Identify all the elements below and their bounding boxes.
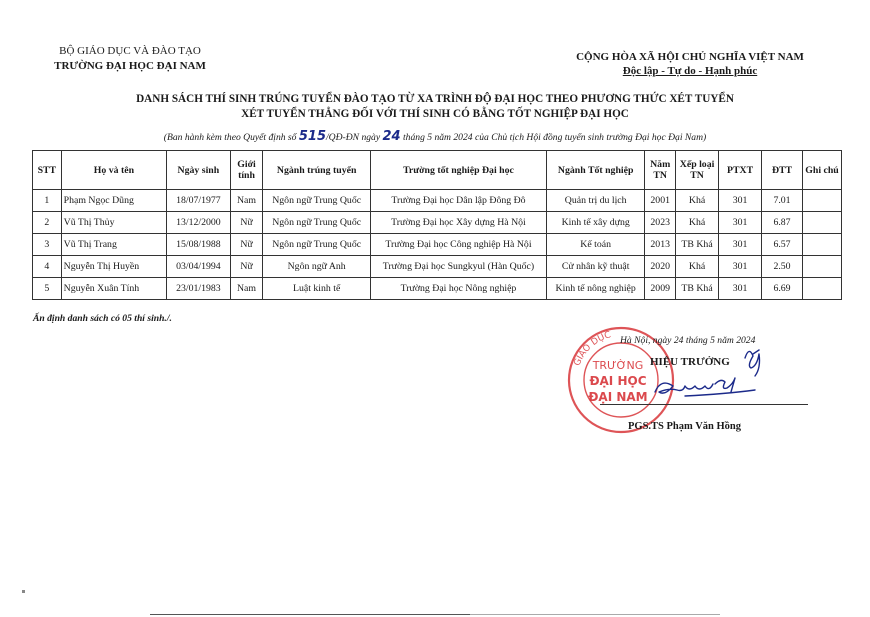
place-date: Hà Nội, ngày 24 tháng 5 năm 2024 [620,335,756,346]
table-cell [803,278,842,300]
table-cell: 2.50 [762,256,803,278]
table-cell: 13/12/2000 [167,212,230,234]
table-cell: Nguyễn Thị Huyền [61,256,166,278]
table-header-row [33,151,842,190]
column-header: Trường tốt nghiệp Đại học [370,151,546,190]
decision-day: 24 [382,129,401,144]
column-header: Ngành trúng tuyển [263,151,371,190]
table-cell [803,256,842,278]
table-cell: Nam [230,190,263,212]
page-edge-line-faint [470,614,720,615]
admission-table [32,150,842,300]
page-edge-line [150,614,470,615]
table-cell: 03/04/1994 [167,256,230,278]
subtitle-part3: tháng 5 năm 2024 của Chủ tịch Hội đồng tuyển sinh trường Đại học Đại Nam) [400,132,707,143]
table-cell: Kinh tế xây dựng [547,212,645,234]
table-cell: Cử nhân kỹ thuật [547,256,645,278]
document-title-line2: XÉT TUYỂN THẲNG ĐỐI VỚI THÍ SINH CÓ BẰNG TỐT NGHIỆP ĐẠI HỌC [241,108,629,120]
table-cell: 4 [33,256,62,278]
header-left [30,44,230,74]
table-cell: 2009 [645,278,676,300]
table-cell: Vũ Thị Trang [61,234,166,256]
signer-name: PGS.TS Phạm Văn Hồng [628,421,742,432]
column-header: Ghi chú [803,151,842,190]
table-cell: Ngôn ngữ Trung Quốc [263,190,371,212]
table-cell: Khá [676,256,719,278]
table-cell: Trường Đại học Dân lập Đông Đô [370,190,546,212]
table-cell: 18/07/1977 [167,190,230,212]
table-cell: Kế toán [547,234,645,256]
table-cell: 2023 [645,212,676,234]
table-cell: Khá [676,212,719,234]
table-cell [803,212,842,234]
table-cell [803,234,842,256]
table-cell: 7.01 [762,190,803,212]
table-cell: 5 [33,278,62,300]
table-cell: 301 [719,256,762,278]
table-cell: Trường Đại học Công nghiệp Hà Nội [370,234,546,256]
table-cell: 301 [719,212,762,234]
table-cell: Nữ [230,234,263,256]
table-cell: Kinh tế nông nghiệp [547,278,645,300]
svg-text:ĐẠI HỌC: ĐẠI HỌC [589,374,647,388]
handwritten-signature [645,340,820,410]
column-header: Năm TN [645,151,676,190]
table-cell: 301 [719,278,762,300]
table-cell: Trường Đại học Sungkyul (Hàn Quốc) [370,256,546,278]
table-cell: Nữ [230,256,263,278]
subtitle-part1: (Ban hành kèm theo Quyết định số [163,132,299,143]
table-cell: 301 [719,190,762,212]
table-cell: Nữ [230,212,263,234]
table-cell: 301 [719,234,762,256]
table-cell: 2 [33,212,62,234]
table-cell: 3 [33,234,62,256]
table-cell [803,190,842,212]
table-cell: Trường Đại học Xây dựng Hà Nội [370,212,546,234]
svg-text:GIÁO DỤC: GIÁO DỤC [572,330,613,368]
decision-reference [0,129,870,144]
table-cell: 15/08/1988 [167,234,230,256]
column-header: PTXT [719,151,762,190]
decision-number: 515 [298,129,327,144]
table-body [33,190,842,300]
table-cell: 1 [33,190,62,212]
ministry-name: BỘ GIÁO DỤC VÀ ĐÀO TẠO [59,45,201,57]
table-row [33,234,842,256]
table-cell: Trường Đại học Nông nghiệp [370,278,546,300]
table-cell: TB Khá [676,234,719,256]
column-header: Xếp loại TN [676,151,719,190]
table-cell: Ngôn ngữ Trung Quốc [263,212,371,234]
table-cell: 23/01/1983 [167,278,230,300]
table-cell: 6.57 [762,234,803,256]
column-header: ĐTT [762,151,803,190]
table-cell: TB Khá [676,278,719,300]
table-cell: 6.69 [762,278,803,300]
header-right [540,50,840,78]
table-cell: Khá [676,190,719,212]
signer-position: HIỆU TRƯỞNG [650,356,730,368]
column-header: Ngành Tốt nghiệp [547,151,645,190]
country-name: CỘNG HÒA XÃ HỘI CHỦ NGHĨA VIỆT NAM [576,51,804,63]
subtitle-part2: /QĐ-ĐN ngày [326,132,383,143]
table-cell: 2001 [645,190,676,212]
column-header: Ngày sinh [167,151,230,190]
table-cell: 6.87 [762,212,803,234]
table-row [33,212,842,234]
table-cell: 2013 [645,234,676,256]
svg-text:ĐẠI NAM: ĐẠI NAM [588,390,648,404]
national-motto: Độc lập - Tự do - Hạnh phúc [622,65,758,77]
table-row [33,190,842,212]
table-cell: Quản trị du lịch [547,190,645,212]
document-title-line1: DANH SÁCH THÍ SINH TRÚNG TUYỂN ĐÀO TẠO TỪ XA TRÌNH ĐỘ ĐẠI HỌC THEO PHƯƠNG THỨC XÉT TUYỂN [136,93,734,105]
column-header: STT [33,151,62,190]
scan-speck [22,590,25,593]
column-header: Giới tính [230,151,263,190]
table-row [33,256,842,278]
table-cell: Vũ Thị Thủy [61,212,166,234]
table-cell: Nam [230,278,263,300]
svg-text:TRƯỜNG: TRƯỜNG [592,359,644,372]
table-cell: Luật kinh tế [263,278,371,300]
column-header: Họ và tên [61,151,166,190]
list-note: Ấn định danh sách có 05 thí sinh./. [33,313,172,324]
table-cell: 2020 [645,256,676,278]
university-name: TRƯỜNG ĐẠI HỌC ĐẠI NAM [54,60,206,72]
table-row [33,278,842,300]
table-cell: Ngôn ngữ Trung Quốc [263,234,371,256]
table-cell: Nguyễn Xuân Tính [61,278,166,300]
table-cell: Phạm Ngọc Dũng [61,190,166,212]
table-cell: Ngôn ngữ Anh [263,256,371,278]
